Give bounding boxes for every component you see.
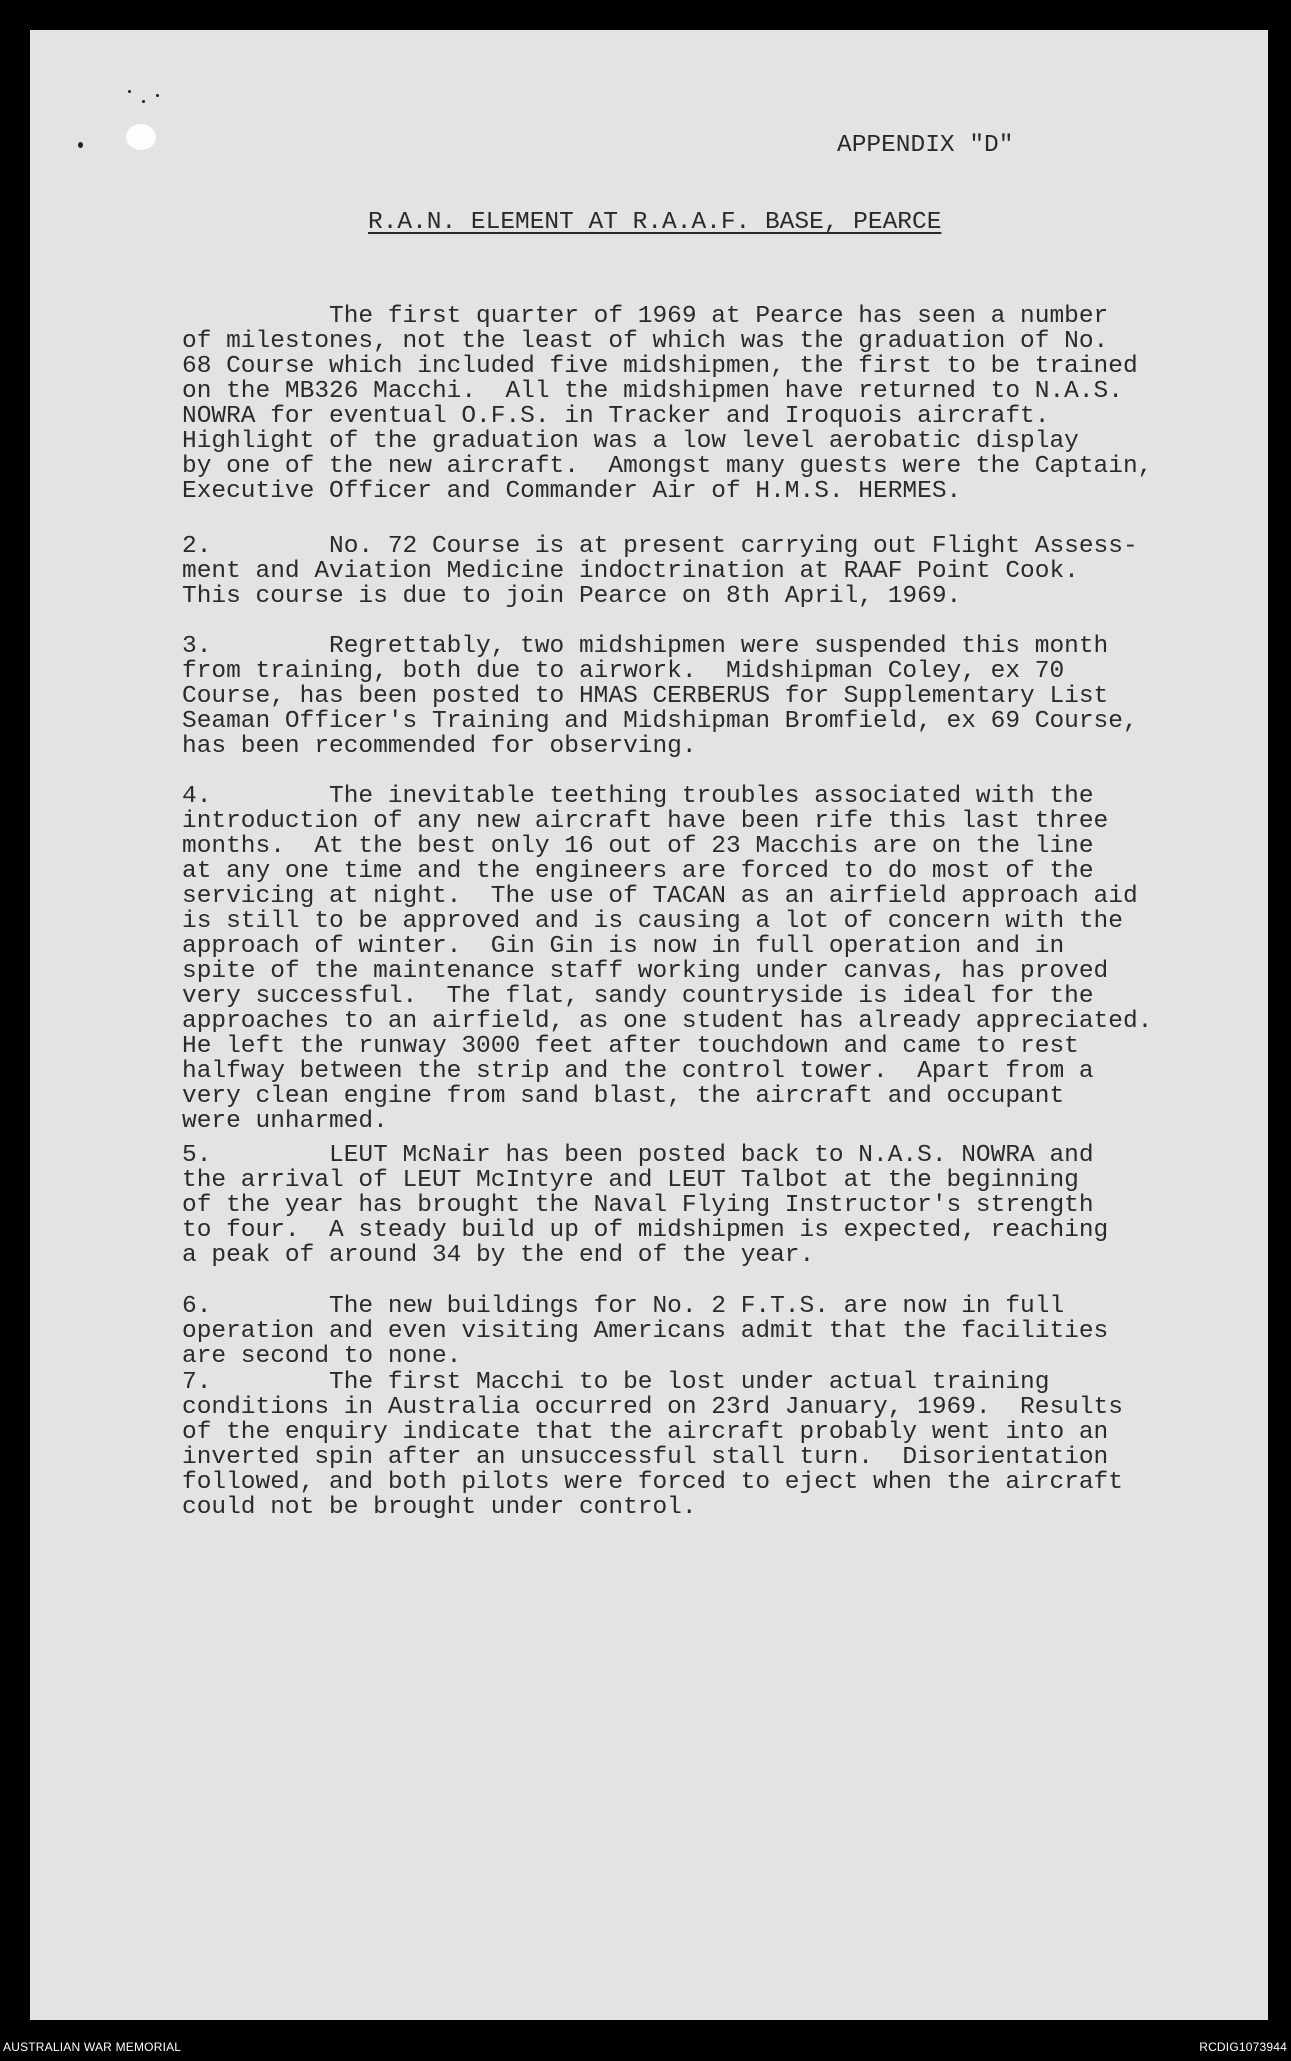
document-page (30, 30, 1268, 2020)
paragraph-3: 3. Regrettably, two midshipmen were suspended this month from training, both due to airwork. Midshipman Coley, ex 70 Course, has been posted to HMAS CERBERUS for Supplementary List Seaman Officer's Training and Midshipman Bromfield, ex 69 Course, has been recommended for observing. (182, 633, 1138, 760)
ink-speck (142, 100, 145, 103)
paragraph-4: 4. The inevitable teething troubles associated with the introduction of any new aircraft have been rife this last three months. At the best only 16 out of 23 Macchis are on the line at any one time and the engineers are forced to do most of the servicing at night. The use of TACAN as an airfield approach aid is still to be approved and is causing a lot of concern with the approach of winter. Gin Gin is now in full operation and in spite of the maintenance staff working under canvas, has proved very successful. The flat, sandy countryside is ideal for the approaches to an airfield, as one student has already appreciated. He left the runway 3000 feet after touchdown and came to rest halfway between the strip and the control tower. Apart from a very clean engine from sand blast, the aircraft and occupant were unharmed. (182, 783, 1153, 1135)
paragraph-6: 6. The new buildings for No. 2 F.T.S. are now in full operation and even visiting Americans admit that the facilities are second to none. (182, 1293, 1109, 1370)
ink-speck (78, 142, 83, 148)
ink-speck (128, 90, 131, 93)
archive-credit: AUSTRALIAN WAR MEMORIAL (3, 2040, 182, 2054)
appendix-label: APPENDIX "D" (837, 132, 1014, 159)
paragraph-7: 7. The first Macchi to be lost under actual training conditions in Australia occurred on 23rd January, 1969. Results of the enquiry indicate that the aircraft probably went into an inverted spin after an unsuccessful stall turn. Disorientation followed, and both pilots were forced to eject when the aircraft could not be brought under control. (182, 1369, 1123, 1521)
ink-speck (156, 94, 159, 97)
paragraph-2: 2. No. 72 Course is at present carrying out Flight Assess- ment and Aviation Medicine indoctrination at RAAF Point Cook. This course is due to join Pearce on 8th April, 1969. (182, 533, 1138, 610)
paragraph-1: The first quarter of 1969 at Pearce has seen a number of milestones, not the least of which was the graduation of No. 68 Course which included five midshipmen, the first to be trained on the MB326 Macchi. All the midshipmen have returned to N.A.S. NOWRA for eventual O.F.S. in Tracker and Iroquois aircraft. Highlight of the graduation was a low level aerobatic display by one of the new aircraft. Amongst many guests were the Captain, Executive Officer and Commander Air of H.M.S. HERMES. (182, 303, 1153, 505)
archive-id: RCDIG1073944 (1199, 2040, 1287, 2054)
document-heading: R.A.N. ELEMENT AT R.A.A.F. BASE, PEARCE (368, 209, 942, 236)
punch-hole-mark (126, 124, 156, 150)
paragraph-5: 5. LEUT McNair has been posted back to N.A.S. NOWRA and the arrival of LEUT McIntyre and LEUT Talbot at the beginning of the year has brought the Naval Flying Instructor's strength to four. A steady build up of midshipmen is expected, reaching a peak of around 34 by the end of the year. (182, 1142, 1109, 1269)
